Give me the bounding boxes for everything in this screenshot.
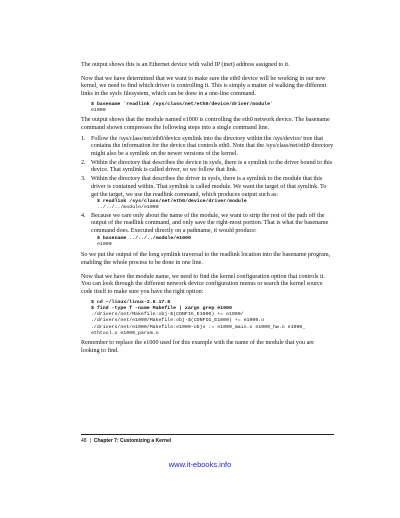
code-find-command: $ find -type f -name Makefile | xargs grep e1000 xyxy=(91,305,232,311)
list-item xyxy=(81,136,334,159)
watermark-link[interactable]: www.it-ebooks.info xyxy=(168,460,232,469)
list-number: 1. xyxy=(81,135,86,142)
list-number: 4. xyxy=(81,212,86,219)
paragraph-1: The output shows this is an Ethernet device with valid IP (inet) address assigned to it. xyxy=(81,62,290,68)
code-find-output-line: ./drivers/net/Makefile:obj-$(CONFIG_E1000) += e1000/ xyxy=(91,312,244,318)
paragraph-6: Remember to replace the e1000 used for this example with the name of the module that you are looking to find. xyxy=(81,339,315,354)
list-text: Within the directory that describes the device in sysfs, there is a symlink to the driver bound to this device. That symlink is called driver, so we follow that link. xyxy=(91,159,333,174)
code-readlink-command: $ readlink /sys/class/net/eth0/device/driver/module xyxy=(97,199,247,205)
list-text: Within the directory that describes the driver in sysfs, there is a symlink to the module that this driver is contained within. That symlink is called module. We want the target of that symlink. To get the target, we use the readlink command, which produces output such as: xyxy=(91,176,327,198)
code-basename-command: $ basename `readlink /sys/class/net/eth0/device/driver/module` xyxy=(91,101,273,107)
footer-separator: | xyxy=(89,438,91,444)
steps-list xyxy=(81,136,334,249)
list-item xyxy=(81,160,334,175)
paragraph-3: The output shows that the module named e1000 is controlling the eth0 network device. The basename command shown compresses the following steps into a single command line. xyxy=(81,117,330,131)
chapter-title: Chapter 7: Customizing a Kernel xyxy=(93,438,172,444)
list-number: 2. xyxy=(81,159,86,166)
code-basename-path-output: e1000 xyxy=(97,241,112,247)
paragraph-5: Now that we have the module name, we need to find the kernel configuration option that controls it. You can look through the different network device configuration menus or search the kernel source code itself to make sure you have the right option: xyxy=(81,273,325,295)
list-item xyxy=(81,176,334,212)
code-basename-path-command: $ basename ../../../module/e1000 xyxy=(97,235,191,241)
list-number: 3. xyxy=(81,176,86,183)
page-number: 48 xyxy=(81,438,87,444)
list-text: Follow the /sys/class/net/eth0/device symlink into the directory within the /sys/device/ tree that contains the information for the device that controls eth0. Note that the /sys/class/net/eth0 directory might also be a symlink on the newer versions of the kernel. xyxy=(91,135,334,158)
code-find-output-line: ./drivers/net/e1000/Makefile:obj-$(CONFIG_E1000) += e1000.o xyxy=(91,318,265,324)
paragraph-4: So we put the output of the long symlink traversal to the readlink location into the basename program, enabling the whole process to be done in one line. xyxy=(81,252,331,266)
page-footer xyxy=(81,434,334,444)
code-find-output-line: ethtool.o e1000_param.o xyxy=(91,330,159,336)
code-find-output-line: ./drivers/net/e1000/Makefile:e1000-objs := e1000_main.o e1000_hw.o e1000_ xyxy=(91,324,306,330)
list-text: Because we care only about the name of the module, we want to strip the rest of the path off the output of the readlink command, and only save the right-most portion. That is what the basename command does. Executed directly on a pathname, it would produce: xyxy=(91,212,329,235)
code-cd-command: $ cd ~/linux/linux-2.6.17.8 xyxy=(91,299,171,305)
list-item xyxy=(81,213,334,249)
page-body xyxy=(81,62,334,355)
code-basename-output: e1000 xyxy=(91,108,106,114)
paragraph-2: Now that we have determined that we want to make sure the eth0 device will be working in our new kernel, we need to find which driver is controlling it. This is simply a matter of walking the different links in the sysfs filesystem, which can be done in a one-line command. xyxy=(81,75,327,98)
code-readlink-output: ../../../module/e1000 xyxy=(97,205,159,211)
